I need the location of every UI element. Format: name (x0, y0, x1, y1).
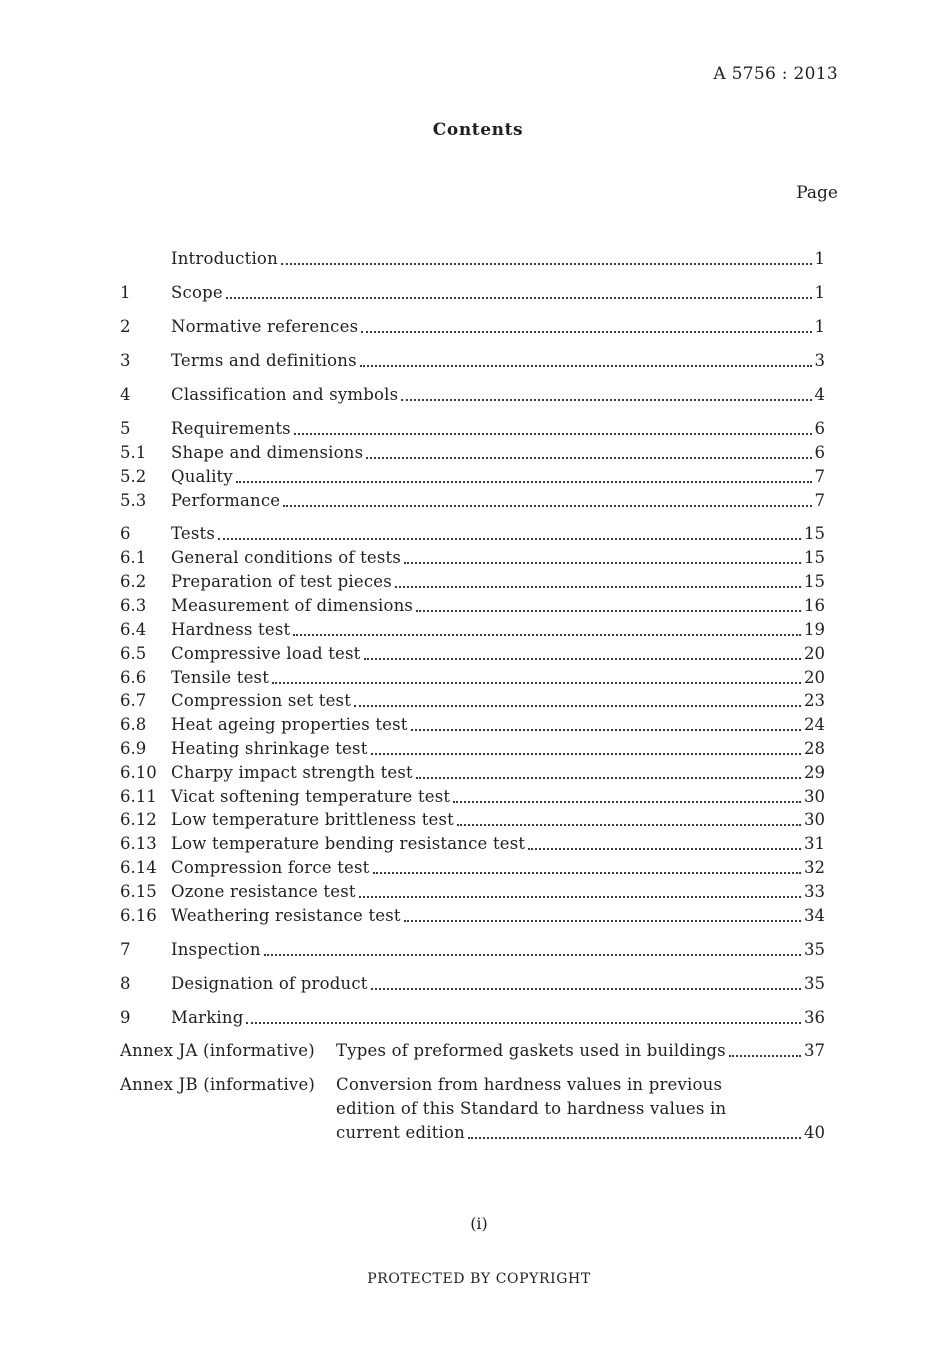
dot-leader (401, 399, 811, 401)
toc-entry (120, 714, 825, 736)
toc-entry-page: 1 (814, 317, 825, 336)
toc-entry (120, 643, 825, 665)
dot-leader (395, 586, 801, 588)
dot-leader (411, 729, 801, 731)
toc-entry-page: 6 (814, 419, 825, 438)
toc-entry-number: 6.5 (120, 644, 147, 663)
toc-entry-page: 29 (804, 763, 825, 782)
dot-leader (371, 753, 801, 755)
toc-entry-page: 24 (804, 715, 825, 734)
annex-title-line: current edition (336, 1123, 465, 1142)
toc-entry (120, 595, 825, 617)
dot-leader (361, 331, 811, 333)
toc-entry-number: 3 (120, 351, 131, 370)
toc-entry-page: 4 (814, 385, 825, 404)
toc-entry-number: 6.1 (120, 548, 147, 567)
dot-leader (373, 872, 801, 874)
toc-entry-page: 15 (804, 548, 825, 567)
annex-title-line: Types of preformed gaskets used in buildings (336, 1041, 726, 1060)
dot-leader (729, 1055, 801, 1057)
toc-entry-number: 6.13 (120, 834, 157, 853)
toc-entry (120, 905, 825, 927)
toc-entry-page: 35 (804, 940, 825, 959)
annex-title-last-line (336, 1039, 825, 1063)
toc-entry-number: 4 (120, 385, 131, 404)
page-folio: (i) (470, 1214, 488, 1233)
toc-entry-title: Compressive load test (171, 644, 361, 663)
dot-leader (246, 1022, 801, 1024)
toc-entry-number: 6 (120, 524, 131, 543)
toc-entry-number: 6.6 (120, 668, 147, 687)
toc-entry-page: 20 (804, 668, 825, 687)
dot-leader (359, 896, 801, 898)
toc-entry-page: 1 (814, 249, 825, 268)
toc-entry-page: 33 (804, 882, 825, 901)
toc-entry-title: Quality (171, 467, 233, 486)
toc-entry-title: Hardness test (171, 620, 291, 639)
toc-entry-title: Designation of product (171, 974, 368, 993)
toc-entry-title: Low temperature brittleness test (171, 810, 455, 829)
page-column-label: Page (796, 183, 838, 203)
toc-entry (120, 1007, 825, 1029)
toc-entry (120, 857, 825, 879)
toc-entry-page: 7 (814, 491, 825, 510)
toc-entry-number: 1 (120, 283, 131, 302)
toc-entry-number: 5.1 (120, 443, 147, 462)
toc-entry-title: Compression force test (171, 858, 370, 877)
toc-entry (120, 881, 825, 903)
toc-entry-title: Inspection (171, 940, 261, 959)
toc-entry (120, 384, 825, 406)
toc-entry-page: 15 (804, 524, 825, 543)
toc-entry-title: Normative references (171, 317, 359, 336)
dot-leader (294, 433, 812, 435)
toc-entry (120, 571, 825, 593)
dot-leader (404, 920, 801, 922)
toc-entry-number: 6.9 (120, 739, 147, 758)
toc-entry-page: 16 (804, 596, 825, 615)
toc-entry-title: Marking (171, 1008, 244, 1027)
toc-entry-number: 6.4 (120, 620, 147, 639)
toc-entry-number: 6.12 (120, 810, 157, 829)
dot-leader (468, 1137, 801, 1139)
toc-entry-page: 30 (804, 810, 825, 829)
dot-leader (528, 848, 801, 850)
toc-entry (120, 490, 825, 512)
dot-leader (293, 634, 801, 636)
toc-entry (120, 939, 825, 961)
toc-entry (120, 523, 825, 545)
toc-entry-number: 8 (120, 974, 131, 993)
toc-entry-title: Charpy impact strength test (171, 763, 413, 782)
dot-leader (226, 297, 812, 299)
dot-leader (416, 610, 801, 612)
dot-leader (364, 658, 801, 660)
contents-title: Contents (432, 120, 524, 140)
toc-entry-page: 32 (804, 858, 825, 877)
toc-entry (120, 809, 825, 831)
toc-entry-title: Tests (171, 524, 216, 543)
toc-entry-title: Low temperature bending resistance test (171, 834, 526, 853)
annex-title-line: edition of this Standard to hardness values in (336, 1099, 727, 1118)
toc-entry-title: Heat ageing properties test (171, 715, 408, 734)
dot-leader (453, 801, 801, 803)
dot-leader (404, 562, 801, 564)
annex-title (336, 1039, 825, 1063)
toc-entry-page: 23 (804, 691, 825, 710)
toc-entry (120, 316, 825, 338)
standard-id: A 5756 : 2013 (713, 64, 838, 84)
toc-entry-title: Tensile test (171, 668, 270, 687)
toc-entry-page: 1 (814, 283, 825, 302)
toc-entry-title: Terms and definitions (171, 351, 357, 370)
toc-entry-page: 35 (804, 974, 825, 993)
toc-entry-number: 9 (120, 1008, 131, 1027)
toc-entry (120, 667, 825, 689)
toc-entry-page: 28 (804, 739, 825, 758)
toc-entry-page: 34 (804, 906, 825, 925)
toc-entry-number: 6.8 (120, 715, 147, 734)
toc-entry-title: Performance (171, 491, 281, 510)
toc-entry-number: 2 (120, 317, 131, 336)
toc-entry (120, 762, 825, 784)
dot-leader (272, 682, 801, 684)
toc-entry-page: 20 (804, 644, 825, 663)
annex-title-line: Conversion from hardness values in previous (336, 1075, 723, 1094)
toc-entry-title: Vicat softening temperature test (171, 787, 451, 806)
toc-entry-title: Preparation of test pieces (171, 572, 392, 591)
dot-leader (283, 505, 811, 507)
toc-entry-title: Compression set test (171, 691, 352, 710)
toc-entry-title: Classification and symbols (171, 385, 399, 404)
toc-entry-number: 6.7 (120, 691, 147, 710)
toc-entry-number: 6.16 (120, 906, 157, 925)
annex-label: Annex JB (informative) (120, 1075, 316, 1094)
annex-title-last-line (336, 1121, 825, 1145)
toc-entry-page: 7 (814, 467, 825, 486)
toc-entry (120, 442, 825, 464)
toc-entry (120, 973, 825, 995)
toc-entry (120, 418, 825, 440)
dot-leader (281, 263, 812, 265)
toc-entry-number: 6.2 (120, 572, 147, 591)
toc-entry (120, 690, 825, 712)
toc-entry-number: 5.3 (120, 491, 147, 510)
toc-entry (120, 248, 825, 270)
dot-leader (354, 705, 801, 707)
dot-leader (360, 365, 812, 367)
toc-entry (120, 738, 825, 760)
toc-entry-number: 6.14 (120, 858, 157, 877)
toc-entry-number: 7 (120, 940, 131, 959)
annex-entry (120, 1039, 825, 1063)
toc-entry-page: 19 (804, 620, 825, 639)
toc-entry-title: Heating shrinkage test (171, 739, 368, 758)
toc-entry-page: 30 (804, 787, 825, 806)
toc-entry-number: 5.2 (120, 467, 147, 486)
dot-leader (457, 824, 801, 826)
toc-entry-title: Ozone resistance test (171, 882, 356, 901)
toc-entry-title: General conditions of tests (171, 548, 402, 567)
annex-page: 40 (804, 1123, 825, 1142)
annex-entry (120, 1073, 825, 1145)
toc-entry-title: Shape and dimensions (171, 443, 364, 462)
toc-entry-title: Requirements (171, 419, 291, 438)
toc-entry-title: Introduction (171, 249, 278, 268)
dot-leader (218, 538, 801, 540)
toc-entry (120, 547, 825, 569)
annex-page: 37 (804, 1041, 825, 1060)
dot-leader (366, 457, 811, 459)
dot-leader (371, 988, 801, 990)
toc-entry (120, 619, 825, 641)
toc-entry-page: 36 (804, 1008, 825, 1027)
copyright-notice: PROTECTED BY COPYRIGHT (367, 1271, 591, 1287)
toc-entry (120, 466, 825, 488)
toc-entry-number: 6.3 (120, 596, 147, 615)
toc-entry-title: Scope (171, 283, 223, 302)
toc-entry (120, 282, 825, 304)
toc-entry-page: 3 (814, 351, 825, 370)
toc-entry-page: 15 (804, 572, 825, 591)
toc-entry-title: Weathering resistance test (171, 906, 401, 925)
toc-entry-title: Measurement of dimensions (171, 596, 414, 615)
toc-entry (120, 833, 825, 855)
toc-entry (120, 786, 825, 808)
toc-entry-number: 6.10 (120, 763, 157, 782)
toc-entry-number: 6.15 (120, 882, 157, 901)
dot-leader (264, 954, 801, 956)
dot-leader (416, 777, 801, 779)
toc-entry-number: 6.11 (120, 787, 157, 806)
toc-entry-page: 31 (804, 834, 825, 853)
toc-entry-number: 5 (120, 419, 131, 438)
dot-leader (236, 481, 812, 483)
toc-entry (120, 350, 825, 372)
annex-title (336, 1073, 825, 1145)
annex-label: Annex JA (informative) (120, 1041, 315, 1060)
toc-entry-page: 6 (814, 443, 825, 462)
